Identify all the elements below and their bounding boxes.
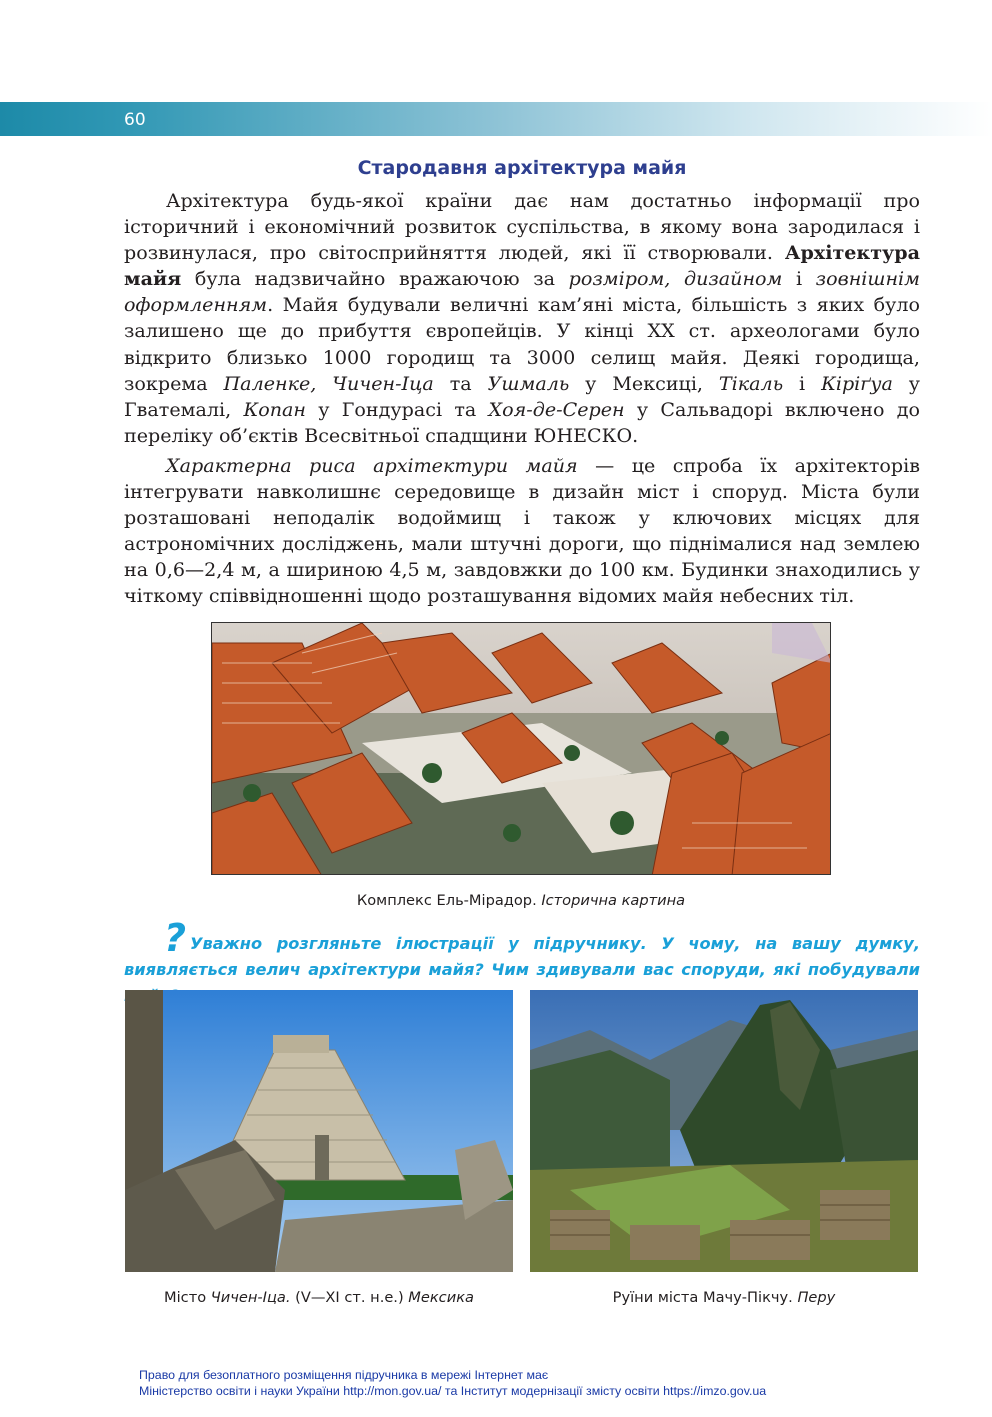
- paragraph-2: [124, 453, 920, 610]
- caption-text: (V—XI ст. н.е.): [290, 1289, 409, 1306]
- caption-italic: Історична картина: [541, 892, 686, 909]
- text-run: у Гватемалі,: [124, 371, 920, 421]
- text-run: була надзвичайно вражаючою за: [181, 267, 569, 291]
- bold-term: Архітектура майя: [124, 241, 920, 291]
- italic-term: Хоя-де-Серен: [488, 397, 625, 421]
- footer-line-1: Право для безоплатного розміщення підручника в мережі Інтернет має: [139, 1368, 549, 1382]
- italic-term: Кіріґуа: [821, 371, 893, 395]
- el-mirador-painting: [211, 622, 831, 875]
- question-text: Уважно розгляньте ілюстрації у підручнику. У чому, на вашу думку, виявляється велич архітектури майя? Чим здивували вас споруди, які побудували: [124, 934, 920, 979]
- italic-term: Характерна риса архітектури майя: [166, 454, 578, 477]
- text-run: у Гондурасі та: [306, 397, 489, 421]
- italic-term: Ушмаль: [487, 371, 570, 395]
- page-number: 60: [124, 110, 146, 130]
- text-run: Архітектура будь-якої країни дає нам достатньо інформації про історичний і економічний розвиток суспільства, в якому вона зародилася і розвинулася, про світосприйняття людей, які її створювали.: [124, 189, 920, 265]
- caption-chichen-itza: [125, 1289, 513, 1306]
- footer-copyright: [139, 1367, 939, 1399]
- text-run: — це спроба їх архітекторів інтегрувати навколишнє середовище в дизайн міст і споруд. Міста були розташовані неподалік водоймищ і також у ключових місцях для астрономічних досліджень, мали штучні дороги, що піднімалися над землею на 0,6—2,4 м, а шириною 4,5 м, завдовжки до 100 км. Будинки знаходились у чіткому співвідношенні щодо розташування відомих майя небесних тіл.: [124, 454, 920, 608]
- caption-italic: Мексика: [408, 1289, 474, 1306]
- italic-term: Тікаль: [718, 371, 784, 395]
- italic-term: зовнішнім оформленням: [124, 267, 920, 317]
- text-run: та: [433, 371, 488, 395]
- text-run: і: [782, 267, 816, 291]
- caption-text: Руїни міста Мачу-Пікчу.: [612, 1289, 798, 1306]
- text-run: і: [783, 371, 822, 395]
- section-title: Стародавня архітектура майя: [357, 157, 687, 179]
- caption-machu-picchu: [530, 1289, 918, 1306]
- caption-el-mirador: [211, 892, 831, 909]
- text-run: у Сальвадорі включено до переліку об’єктів Всесвітньої спадщини ЮНЕСКО.: [124, 397, 920, 447]
- footer-line-2: Міністерство освіти і науки України http://mon.gov.ua/ та Інститут модернізації змісту освіти https://imzo.gov.ua: [139, 1384, 767, 1398]
- chichen-itza-photo: [125, 990, 513, 1272]
- italic-term: Паленке, Чичен-Іца: [223, 371, 434, 395]
- caption-italic: Чичен-Іца.: [210, 1289, 291, 1306]
- text-run: у Мексиці,: [569, 371, 719, 395]
- italic-term: розміром, дизайном: [568, 267, 783, 291]
- caption-text: Місто: [164, 1289, 211, 1306]
- machu-picchu-photo: [530, 990, 918, 1272]
- italic-term: Копан: [243, 397, 306, 421]
- text-run: . Майя будували величні кам’яні міста, більшість з яких було залишено ще до прибуття європейців. У кінці XX ст. археологами було відкрито близько 1000 городищ та 3000 селищ майя. Деякі городища, зокрема: [124, 293, 920, 395]
- page-header-bar: [0, 102, 992, 136]
- caption-text: Комплекс Ель-Мірадор.: [356, 892, 542, 909]
- paragraph-1: [124, 188, 920, 449]
- question-mark-icon: ?: [164, 916, 187, 960]
- caption-italic: Перу: [797, 1289, 836, 1306]
